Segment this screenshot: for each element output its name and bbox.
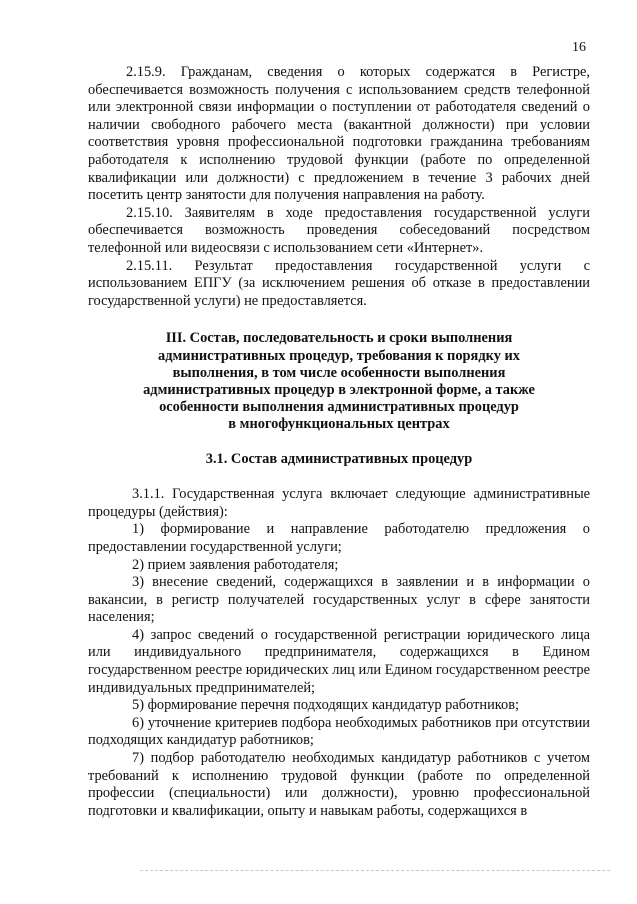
list-item: 5) формирование перечня подходящих кандидатур работников; xyxy=(132,697,520,714)
section-heading-line: административных процедур, требования к порядку их xyxy=(158,347,520,364)
list-item: 2) прием заявления работодателя; xyxy=(132,556,339,573)
paragraph-2-15-10: 2.15.10. Заявителям в ходе предоставления государственной услуги обеспечивается возможность проведения собеседований посредством телефонной или видеосвязи с использованием сети «Интернет». xyxy=(88,204,590,256)
section-heading-line: в многофункциональных центрах xyxy=(228,416,450,433)
paragraph-2-15-9: 2.15.9. Гражданам, сведения о которых содержатся в Регистре, обеспечивается возможность получения с использованием средств телефонной или электронной связи информации о поступлении от работодателя сведений о наличии свободного рабочего места (вакантной должности) при условии соответствия уровня профессиональной подготовки гражданина требованиям работодателя к исполнению трудовой функции (работе по определенной квалификации или должности) с предложением в течение 3 рабочих дней посетить центр занятости для получения направления на работу. xyxy=(88,64,590,204)
list-item: 7) подбор работодателю необходимых кандидатур работников с учетом требований к исполнению трудовой функции (работе по определенной профессии (специальности) или должности), уровню профессиональной подготовки и квалификации, опыту и навыкам работы, содержащихся в xyxy=(88,750,590,819)
section-heading-line: особенности выполнения административных процедур xyxy=(159,399,519,416)
list-item: 4) запрос сведений о государственной регистрации юридического лица или индивидуального предпринимателя, содержащихся в Едином государственном реестре юридических лиц или Едином государственном реестре индивидуальных предпринимателей; xyxy=(88,626,590,696)
section-heading-line: III. Состав, последовательность и сроки выполнения xyxy=(165,330,513,347)
paragraph-3-1-1: 3.1.1. Государственная услуга включает следующие административные процедуры (действия): xyxy=(88,486,590,520)
list-item: 1) формирование и направление работодателю предложения о предоставлении государственной услуги; xyxy=(88,521,590,555)
document-body xyxy=(88,64,590,820)
list-item: 3) внесение сведений, содержащихся в заявлении и в информации о вакансии, в регистр получателей государственных услуг в сфере занятости населения; xyxy=(88,574,590,626)
page-number: 16 xyxy=(572,40,586,55)
section-heading-line: административных процедур в электронной форме, а также xyxy=(143,381,535,398)
list-item: 6) уточнение критериев подбора необходимых работников при отсутствии подходящих кандидатур работников; xyxy=(88,714,590,749)
subsection-heading: 3.1. Состав административных процедур xyxy=(205,450,473,467)
paragraph-2-15-11: 2.15.11. Результат предоставления государственной услуги с использованием ЕПГУ (за исключением решения об отказе в предоставлении государственной услуги) не предоставляется. xyxy=(88,257,590,309)
scan-edge-rule xyxy=(140,870,610,871)
section-heading-line: выполнения, в том числе особенности выполнения xyxy=(172,364,506,381)
section-heading xyxy=(88,330,590,433)
